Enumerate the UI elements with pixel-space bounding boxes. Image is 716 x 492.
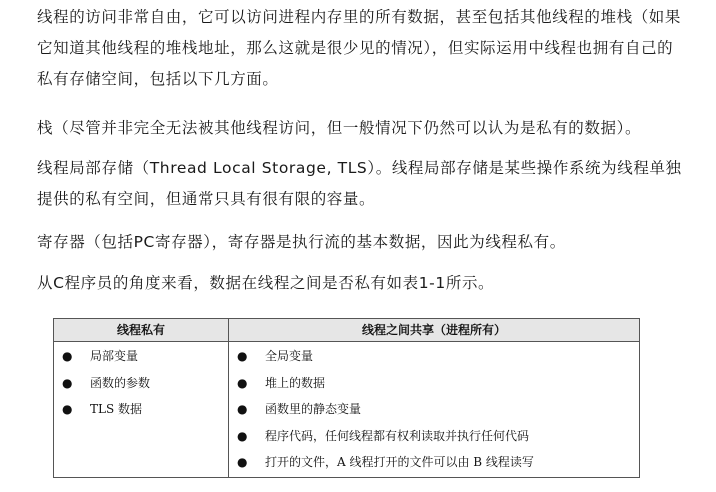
list-item-text: 堆上的数据 xyxy=(265,375,326,390)
bullet-icon: ● xyxy=(237,402,248,416)
bullet-icon: ● xyxy=(62,375,73,390)
paragraph-tls xyxy=(37,153,682,215)
paragraph-line: 提供的私有空间，但通常只具有很有限的容量。 xyxy=(37,190,376,208)
column-divider xyxy=(228,319,229,477)
list-item-text: 全局变量 xyxy=(265,349,314,363)
list-item xyxy=(235,396,635,423)
thread-data-table xyxy=(53,318,640,478)
paragraph-line: 线程的访问非常自由，它可以访问进程内存里的所有数据，甚至包括其他线程的堆栈（如果 xyxy=(37,8,682,26)
paragraph-line: 寄存器（包括PC寄存器），寄存器是执行流的基本数据，因此为线程私有。 xyxy=(37,233,566,251)
header-thread-private: 线程私有 xyxy=(116,323,165,337)
list-item xyxy=(60,370,225,397)
private-list xyxy=(60,343,225,423)
bullet-icon: ● xyxy=(237,375,248,390)
paragraph-table-intro xyxy=(37,268,494,299)
list-item xyxy=(60,343,225,370)
paragraph-registers xyxy=(37,227,566,258)
list-item-text: 程序代码，任何线程都有权利读取并执行任何代码 xyxy=(265,428,530,443)
paragraph-stack xyxy=(37,113,641,144)
shared-list xyxy=(235,343,635,476)
bullet-icon: ● xyxy=(237,455,248,469)
bullet-icon: ● xyxy=(62,349,73,363)
paragraph-line: 私有存储空间，包括以下几方面。 xyxy=(37,70,279,88)
paragraph-line: 栈（尽管并非完全无法被其他线程访问，但一般情况下仍然可以认为是私有的数据）。 xyxy=(37,119,642,137)
bullet-icon: ● xyxy=(237,349,248,363)
paragraph-line: 它知道其他线程的堆栈地址，那么这就是很少见的情况），但实际运用中线程也拥有自己的 xyxy=(37,39,674,57)
paragraph-line: 线程局部存储（Thread Local Storage, TLS）。线程局部存储是某些操作系统为线程单独 xyxy=(37,159,682,177)
list-item xyxy=(235,370,635,397)
list-item xyxy=(60,396,225,423)
bullet-icon: ● xyxy=(237,428,248,443)
paragraph-line: 从C程序员的角度来看，数据在线程之间是否私有如表1-1所示。 xyxy=(37,274,495,292)
list-item xyxy=(235,423,635,450)
list-item-text: 函数里的静态变量 xyxy=(265,402,362,416)
list-item-text: 局部变量 xyxy=(90,349,139,363)
list-item-text: 打开的文件，A 线程打开的文件可以由 B 线程读写 xyxy=(265,455,534,469)
list-item xyxy=(235,449,635,476)
bullet-icon: ● xyxy=(62,402,73,416)
header-thread-shared: 线程之间共享（进程所有） xyxy=(361,323,506,337)
paragraph-thread-access xyxy=(37,2,681,95)
list-item-text: 函数的参数 xyxy=(90,375,151,390)
list-item xyxy=(235,343,635,370)
list-item-text: TLS 数据 xyxy=(90,402,143,416)
table-header-row xyxy=(54,319,639,342)
